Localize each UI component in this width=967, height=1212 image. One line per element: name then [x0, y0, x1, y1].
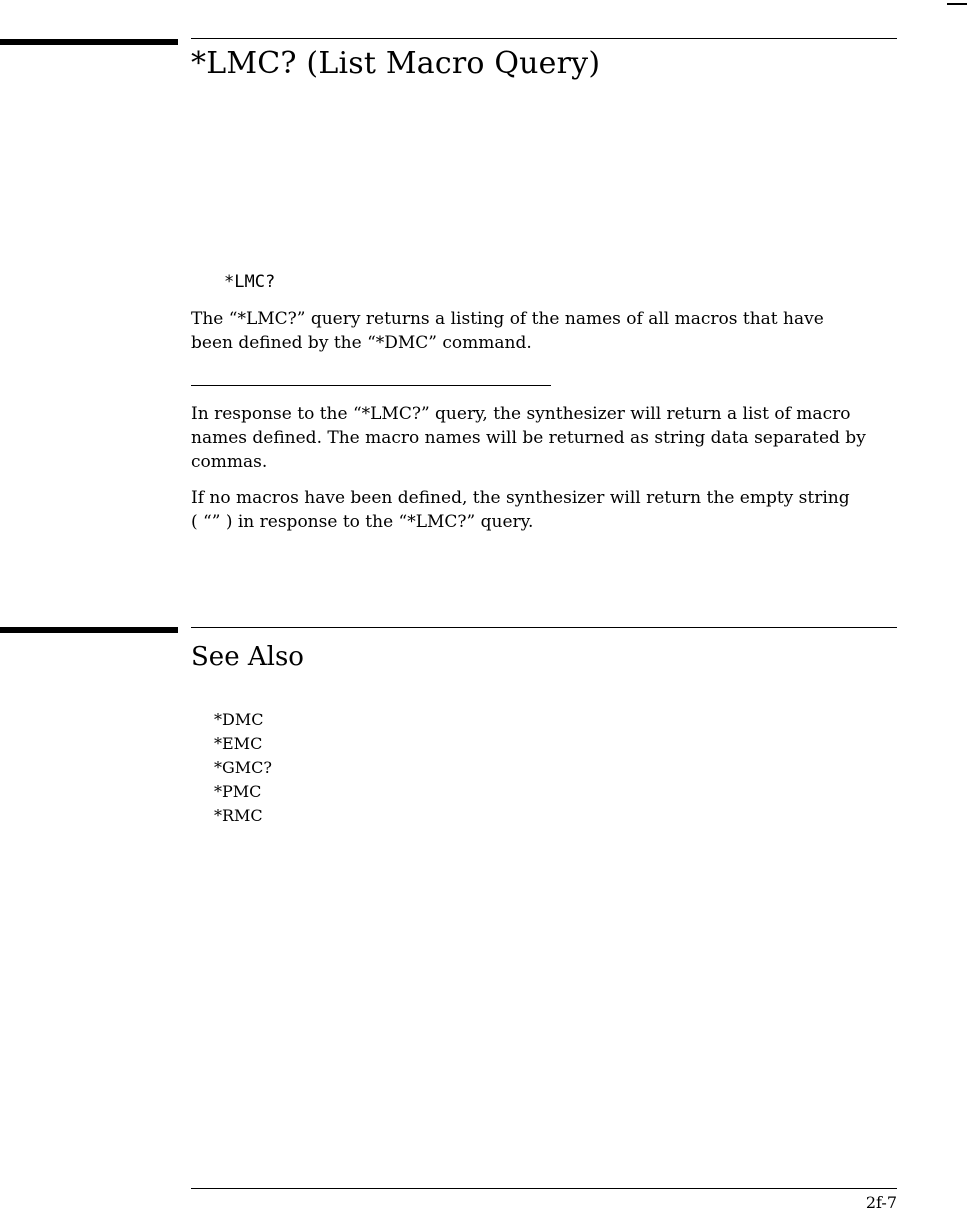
- syntax-line: *LMC?: [224, 272, 276, 292]
- section-marker-bar: [0, 39, 178, 45]
- section-marker-bar: [0, 627, 178, 633]
- see-also-item-rmc: *RMC: [214, 806, 263, 825]
- footer-rule: [191, 1188, 897, 1189]
- see-also-heading: See Also: [191, 642, 304, 672]
- description-line: been defined by the “*DMC” command.: [191, 333, 532, 353]
- page-title: *LMC? (List Macro Query): [191, 46, 601, 81]
- description-paragraph: [191, 307, 903, 355]
- subsection-rule: [191, 385, 551, 386]
- empty-string-paragraph: [191, 486, 903, 534]
- see-also-item-dmc: *DMC: [214, 710, 264, 729]
- empty-string-line: If no macros have been defined, the synthesizer will return the empty string: [191, 488, 850, 508]
- response-line: commas.: [191, 452, 268, 472]
- section-rule: [191, 627, 897, 628]
- description-line: The “*LMC?” query returns a listing of the names of all macros that have: [191, 309, 824, 329]
- see-also-item-gmc: *GMC?: [214, 758, 272, 777]
- see-also-item-pmc: *PMC: [214, 782, 262, 801]
- page-number: 2f-7: [865, 1193, 897, 1212]
- see-also-item-emc: *EMC: [214, 734, 263, 753]
- section-rule: [191, 38, 897, 39]
- response-line: In response to the “*LMC?” query, the synthesizer will return a list of macro: [191, 404, 851, 424]
- see-also-list: [214, 708, 272, 828]
- corner-mark: [947, 3, 967, 5]
- response-paragraph: [191, 402, 903, 474]
- empty-string-line: ( “” ) in response to the “*LMC?” query.: [191, 512, 534, 532]
- response-line: names defined. The macro names will be returned as string data separated by: [191, 428, 866, 448]
